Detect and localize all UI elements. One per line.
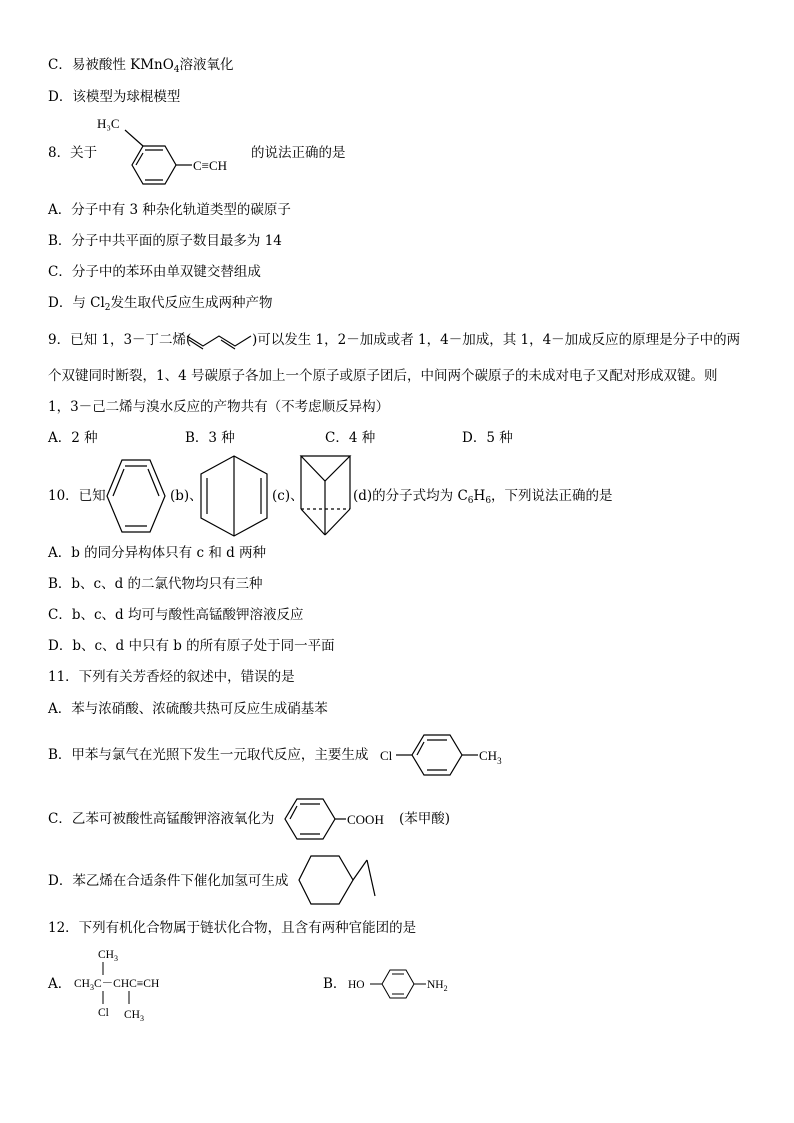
- q7-option-c: C．易被酸性 KMnO$_4$溶液氧化: [48, 57, 234, 75]
- q8-option-c: C．分子中的苯环由单双键交替组成: [48, 264, 261, 280]
- q7-option-d: D．该模型为球棍模型: [48, 89, 181, 105]
- svg-text:H₃C: H₃C: [97, 116, 120, 131]
- q9-option-d: D．5 种: [462, 430, 513, 446]
- q8-option-a: A．分子中有 3 种杂化轨道类型的碳原子: [48, 202, 291, 218]
- svg-text:C≡CH: C≡CH: [193, 158, 228, 173]
- q10-option-b: B．b、c、d 的二氯代物均只有三种: [48, 576, 263, 592]
- q10-option-c: C．b、c、d 均可与酸性高锰酸钾溶液反应: [48, 607, 304, 623]
- q11-option-b: B．甲苯与氯气在光照下发生一元取代反应，主要生成: [48, 747, 369, 763]
- svg-text:COOH: COOH: [347, 812, 384, 827]
- q9-line3: 1，3－己二烯与溴水反应的产物共有（不考虑顺反异构）: [48, 399, 390, 415]
- q8-option-d: D．与 $Cl_2$发生取代反应生成两种产物: [48, 295, 273, 313]
- q11-stem: 11．下列有关芳香烃的叙述中，错误的是: [48, 669, 295, 685]
- q11-option-a: A．苯与浓硝酸、浓硫酸共热可反应生成硝基苯: [48, 701, 328, 717]
- q9-option-b: B．3 种: [185, 430, 235, 446]
- q12-option-b-label: B．: [323, 976, 347, 992]
- q10-option-d: D．b、c、d 中只有 b 的所有原子处于同一平面: [48, 638, 335, 654]
- svg-text:Cl: Cl: [380, 748, 393, 763]
- benzoic-acid-structure: [283, 795, 403, 845]
- ethylcyclohexane-structure: [297, 852, 387, 908]
- q8-stem-pre: 8．关于: [48, 145, 98, 161]
- q8-stem-post: 的说法正确的是: [251, 145, 346, 161]
- q11-option-c: C．乙苯可被酸性高锰酸钾溶液氧化为: [48, 811, 275, 827]
- q12-option-a-structure: [74, 944, 204, 1024]
- benzene-b-structure: [103, 456, 169, 536]
- svg-text:CH3C－CHC≡CH: $CH_3C-CHC\equiv CH$: [74, 978, 160, 992]
- label-c: (c)、: [272, 488, 304, 504]
- q12-option-a-label: A．: [48, 976, 72, 992]
- q9-line1-pre: 9．已知 1，3－丁二烯(: [48, 332, 192, 348]
- benzoic-acid-name: (苯甲酸): [399, 811, 451, 827]
- q8-option-b: B．分子中共平面的原子数目最多为 14: [48, 233, 282, 249]
- q8-structure: [95, 112, 255, 192]
- dewar-benzene-c-structure: [197, 452, 271, 540]
- q10-option-a: A．b 的同分异构体只有 c 和 d 两种: [48, 545, 267, 561]
- svg-text:CH3: $CH_3$: [479, 748, 502, 766]
- q9-line2: 个双键同时断裂，1、4 号碳原子各加上一个原子或原子团后，中间两个碳原子的未成对电子又配对形成双键。则: [48, 368, 718, 384]
- q12-option-b-structure: [348, 964, 468, 1004]
- butadiene-structure: [185, 330, 255, 352]
- q9-option-a: A．2 种: [48, 430, 98, 446]
- q12-stem: 12．下列有机化合物属于链状化合物，且含有两种官能团的是: [48, 920, 417, 936]
- q9-line1-post: )可以发生 1，2－加成或者 1，4－加成，其 1，4－加成反应的原理是分子中的两: [252, 332, 741, 348]
- q10-stem-pre: 10．已知: [48, 488, 106, 504]
- q11-option-d: D．苯乙烯在合适条件下催化加氢可生成: [48, 873, 289, 889]
- svg-text:Cl: Cl: [98, 1007, 109, 1019]
- p-chlorotoluene-structure: [380, 730, 520, 780]
- prismane-d-structure: [298, 453, 354, 539]
- q10-stem-post: (d)的分子式均为 $C_6H_6$，下列说法正确的是: [353, 488, 613, 506]
- svg-text:CH3: $CH_3$: [124, 1009, 144, 1023]
- svg-text:NH2: $NH_2$: [427, 979, 448, 993]
- q9-option-c: C．4 种: [325, 430, 376, 446]
- svg-text:CH3: $CH_3$: [98, 949, 118, 963]
- label-b: (b)、: [170, 488, 203, 504]
- svg-text:HO: HO: [348, 979, 365, 991]
